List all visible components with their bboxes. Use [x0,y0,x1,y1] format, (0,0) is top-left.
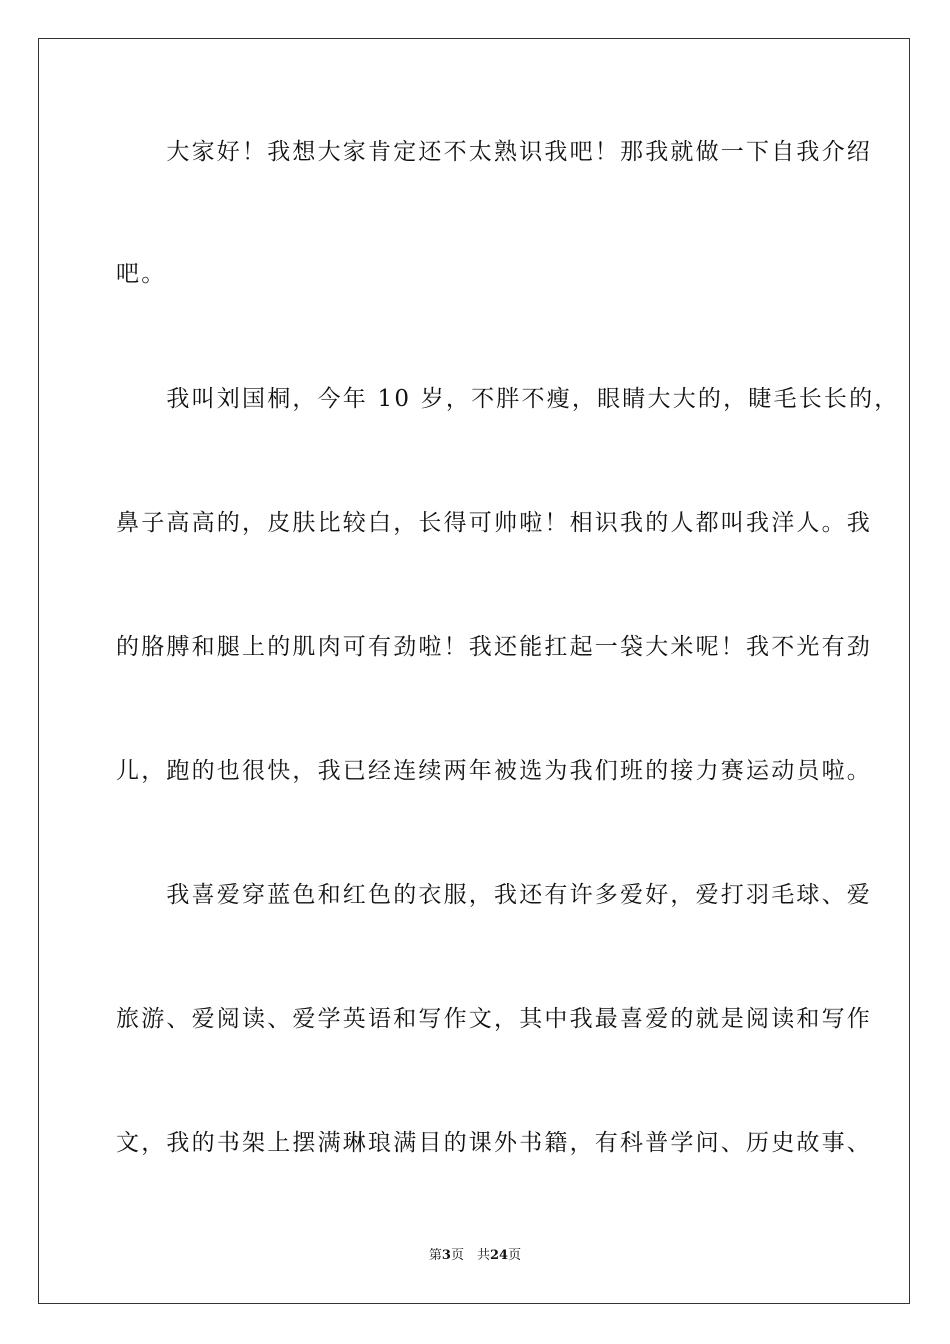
footer-prefix: 第 [428,1248,442,1263]
text-line-1: 大家好！我想大家肯定还不太熟识我吧！那我就做一下自我介绍 [116,139,872,165]
text-line-7: 我喜爱穿蓝色和红色的衣服，我还有许多爱好，爱打羽毛球、爱 [116,882,872,908]
page-number-footer [0,1246,950,1266]
text-line-4: 鼻子高高的，皮肤比较白，长得可帅啦！相识我的人都叫我洋人。我 [116,510,872,536]
text-line-2: 吧。 [116,261,167,287]
page-border [38,38,910,1304]
text-line-9: 文，我的书架上摆满琳琅满目的课外书籍，有科普学问、历史故事、 [116,1130,872,1156]
text-line-6: 儿，跑的也很快，我已经连续两年被选为我们班的接力赛运动员啦。 [116,758,872,784]
footer-mid: 页 共 [450,1248,490,1263]
footer-total-pages: 24 [489,1248,509,1263]
footer-current-page: 3 [441,1248,451,1263]
text-line-5: 的胳膊和腿上的肌肉可有劲啦！我还能扛起一袋大米呢！我不光有劲 [116,634,872,660]
text-line-3: 我叫刘国桐，今年 10 岁，不胖不瘦，眼睛大大的，睫毛长长的， [116,386,900,412]
footer-suffix: 页 [508,1248,522,1263]
text-line-8: 旅游、爱阅读、爱学英语和写作文，其中我最喜爱的就是阅读和写作 [116,1006,872,1032]
